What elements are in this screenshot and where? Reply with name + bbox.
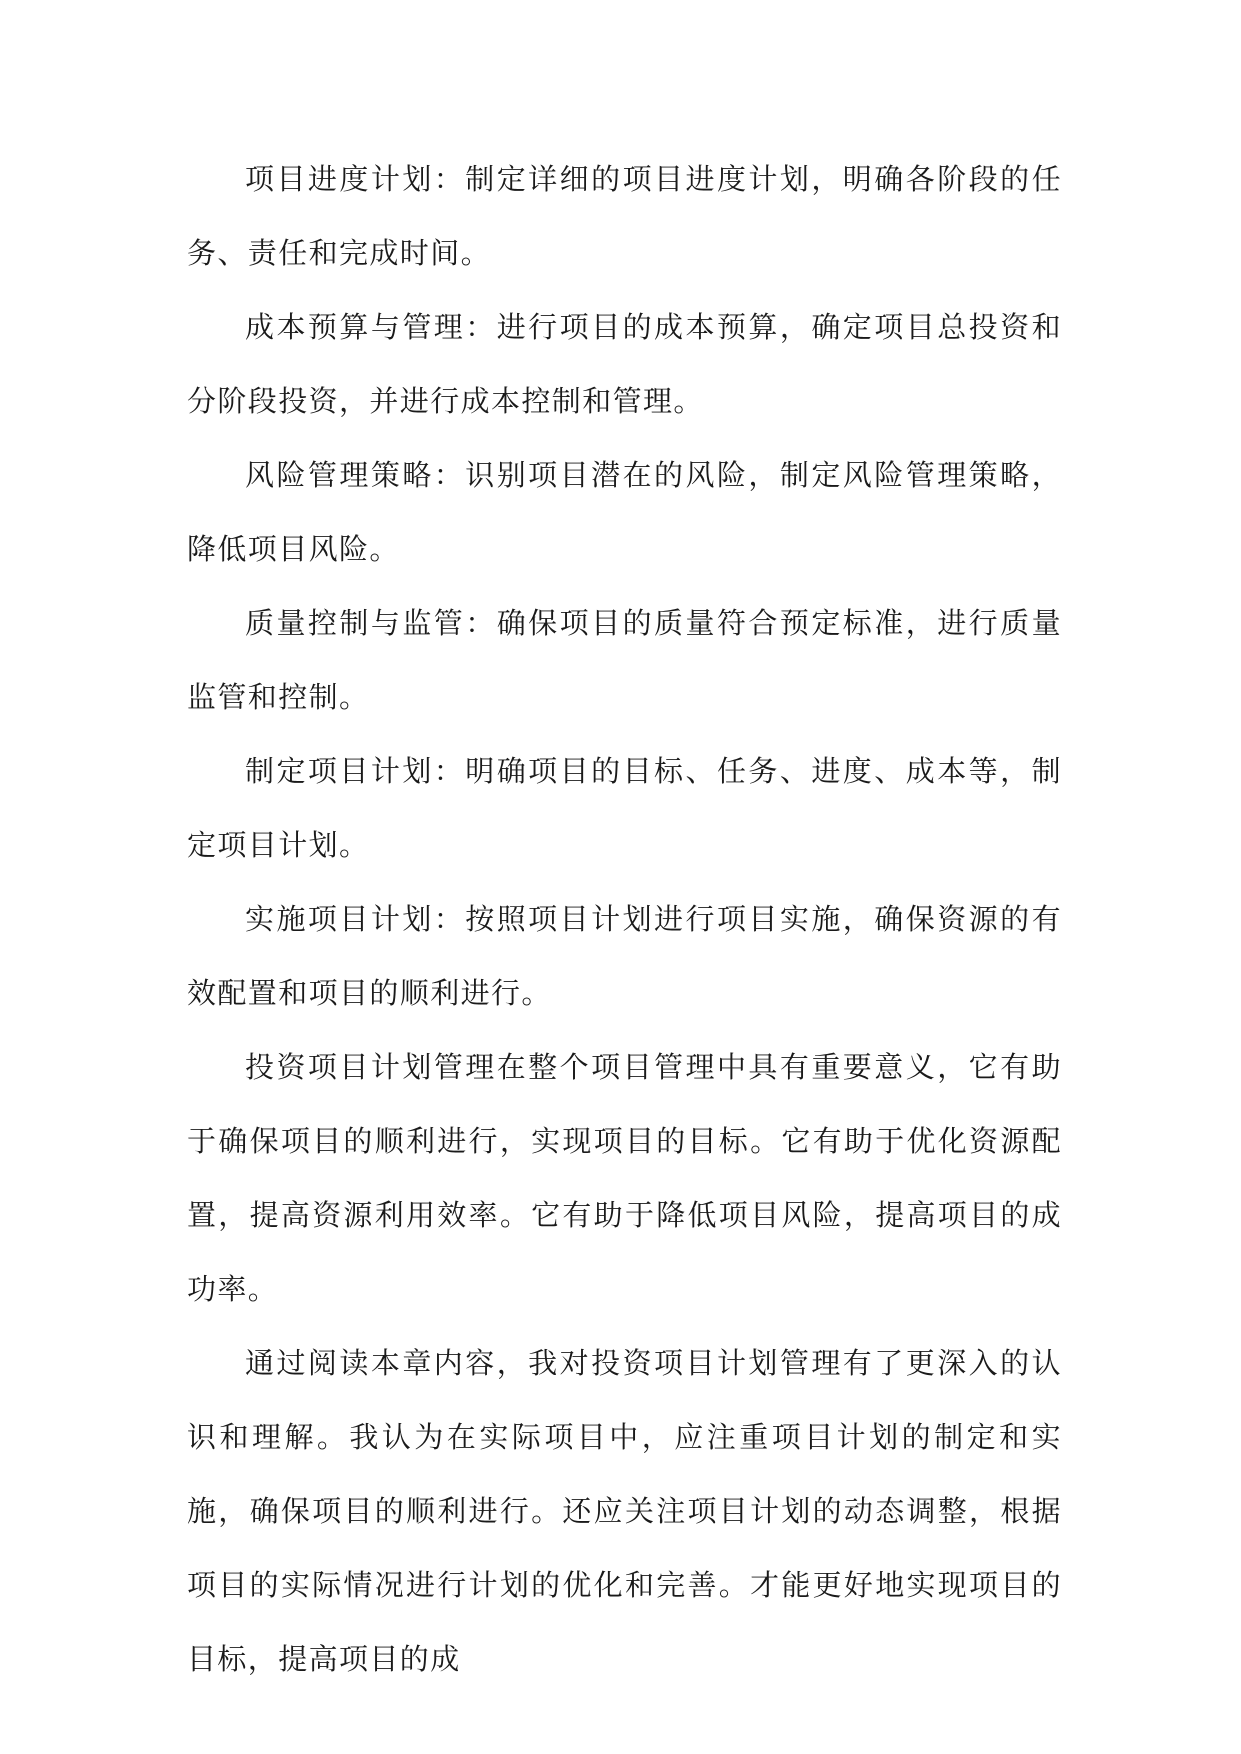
paragraph: 成本预算与管理：进行项目的成本预算，确定项目总投资和分阶段投资，并进行成本控制和管理。 [187, 310, 1062, 418]
document-body [187, 142, 1062, 1696]
paragraph: 项目进度计划：制定详细的项目进度计划，明确各阶段的任务、责任和完成时间。 [187, 162, 1062, 270]
paragraph: 通过阅读本章内容，我对投资项目计划管理有了更深入的认识和理解。我认为在实际项目中，应注重项目计划的制定和实施，确保项目的顺利进行。还应关注项目计划的动态调整，根据项目的实际情况进行计划的优化和完善。才能更好地实现项目的目标，提高项目的成 [187, 1346, 1062, 1676]
paragraph: 质量控制与监管：确保项目的质量符合预定标准，进行质量监管和控制。 [187, 606, 1062, 714]
paragraph: 实施项目计划：按照项目计划进行项目实施，确保资源的有效配置和项目的顺利进行。 [187, 902, 1062, 1010]
paragraph: 制定项目计划：明确项目的目标、任务、进度、成本等，制定项目计划。 [187, 754, 1062, 862]
paragraph: 投资项目计划管理在整个项目管理中具有重要意义，它有助于确保项目的顺利进行，实现项目的目标。它有助于优化资源配置，提高资源利用效率。它有助于降低项目风险，提高项目的成功率。 [187, 1050, 1062, 1306]
paragraph: 风险管理策略：识别项目潜在的风险，制定风险管理策略，降低项目风险。 [187, 458, 1062, 566]
